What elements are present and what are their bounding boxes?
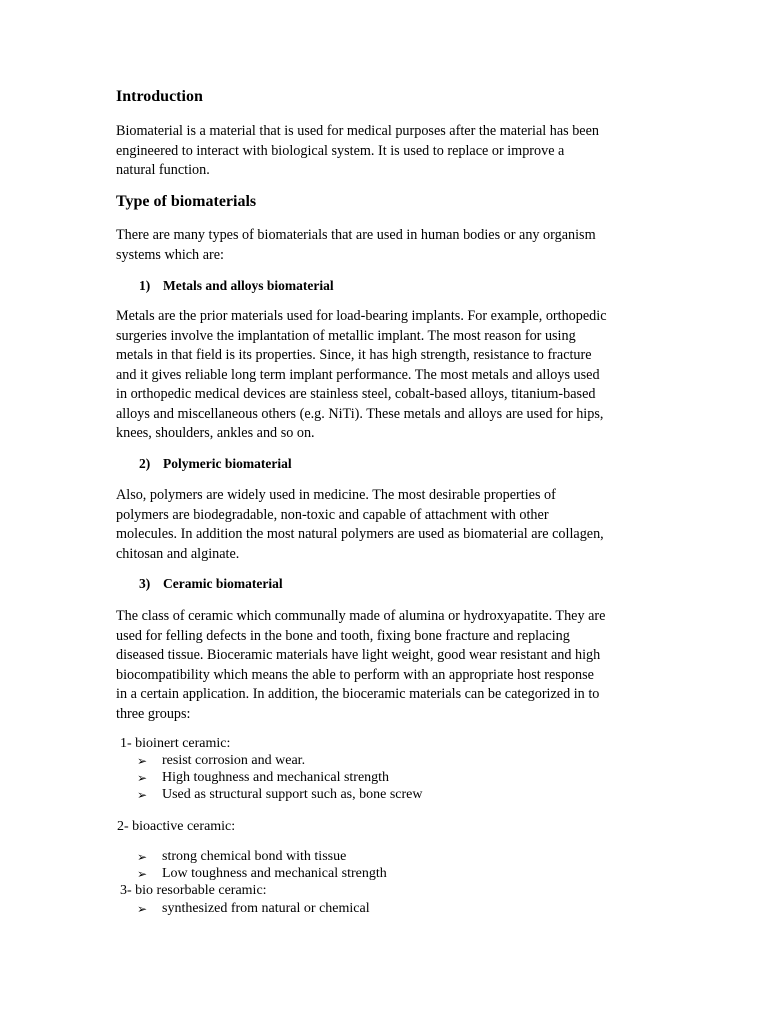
group-1-item: Used as structural support such as, bone screw (162, 787, 423, 802)
group-2-item: strong chemical bond with tissue (162, 849, 347, 864)
types-line: There are many types of biomaterials that are used in human bodies or any organism (116, 227, 596, 243)
group-2-label: 2- bioactive ceramic: (117, 819, 236, 834)
section-1-line: metals in that field is its properties. Since, it has high strength, resistance to fracture (116, 347, 592, 363)
section-3-line: in a certain application. In addition, the bioceramic materials can be categorized in to (116, 686, 600, 702)
types-heading: Type of biomaterials (116, 193, 257, 210)
arrow-bullet-icon: ➢ (137, 850, 148, 864)
intro-line: Biomaterial is a material that is used for medical purposes after the material has been (116, 123, 599, 139)
section-3-line: diseased tissue. Bioceramic materials have light weight, good wear resistant and high (116, 647, 601, 663)
arrow-bullet-icon: ➢ (137, 788, 148, 802)
section-2-line: Also, polymers are widely used in medicine. The most desirable properties of (116, 487, 556, 503)
section-3-line: used for felling defects in the bone and tooth, fixing bone fracture and replacing (116, 627, 570, 644)
group-3-item: synthesized from natural or chemical (162, 901, 370, 916)
section-1-line: Metals are the prior materials used for load-bearing implants. For example, orthopedic (116, 308, 607, 324)
intro-heading: Introduction (116, 88, 203, 105)
section-1-line: surgeries involve the implantation of metallic implant. The most reason for using (116, 327, 576, 344)
group-1-item: resist corrosion and wear. (162, 753, 306, 768)
section-3-line: The class of ceramic which communally made of alumina or hydroxyapatite. They are (116, 608, 606, 624)
section-3-line: three groups: (116, 705, 191, 722)
arrow-bullet-icon: ➢ (137, 771, 148, 785)
section-3-heading: Ceramic biomaterial (163, 576, 283, 591)
arrow-bullet-icon: ➢ (137, 867, 148, 881)
section-3-line: biocompatibility which means the able to perform with an appropriate host response (116, 666, 594, 683)
group-1-item: High toughness and mechanical strength (162, 770, 390, 785)
group-3-label: 3- bio resorbable ceramic: (120, 883, 267, 898)
group-2-item: Low toughness and mechanical strength (162, 866, 387, 881)
section-1-line: and it gives reliable long term implant performance. The most metals and alloys used (116, 366, 600, 383)
intro-line: natural function. (116, 162, 210, 178)
section-1-line: knees, shoulders, ankles and so on. (116, 425, 315, 441)
section-1-line: alloys and miscellaneous others (e.g. NiTi). These metals and alloys are used for hips, (116, 405, 604, 422)
arrow-bullet-icon: ➢ (137, 902, 148, 916)
intro-line: engineered to interact with biological system. It is used to replace or improve a (116, 142, 565, 159)
types-line: systems which are: (116, 246, 224, 263)
section-2-line: polymers are biodegradable, non-toxic and capable of attachment with other (116, 506, 549, 523)
section-2-line: molecules. In addition the most natural polymers are used as biomaterial are collagen, (116, 526, 604, 542)
group-1-label: 1- bioinert ceramic: (120, 736, 231, 751)
section-1-heading: Metals and alloys biomaterial (163, 278, 334, 293)
section-1-line: in orthopedic medical devices are stainless steel, cobalt-based alloys, titanium-based (116, 386, 596, 402)
section-2-heading: Polymeric biomaterial (163, 456, 292, 471)
arrow-bullet-icon: ➢ (137, 754, 148, 768)
section-2-number: 2) (139, 456, 151, 471)
section-2-line: chitosan and alginate. (116, 545, 240, 562)
section-3-number: 3) (139, 576, 151, 591)
section-1-number: 1) (139, 278, 151, 293)
